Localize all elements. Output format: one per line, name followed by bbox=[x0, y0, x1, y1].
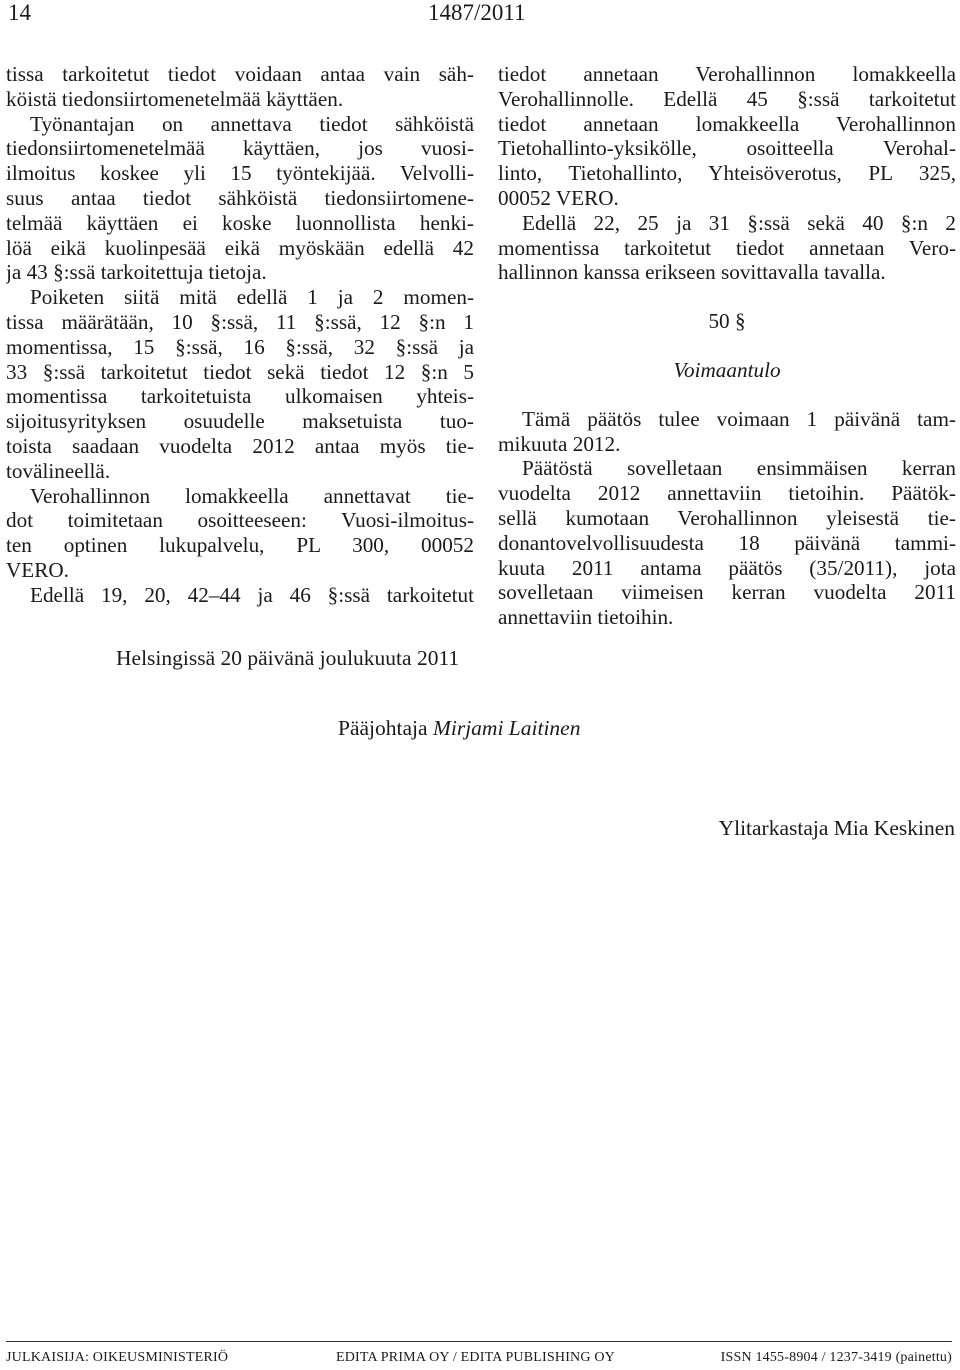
inspector-signature: Ylitarkastaja Mia Keskinen bbox=[718, 816, 955, 840]
text-line: Edellä 19, 20, 42–44 ja 46 §:ssä tarkoitetut bbox=[30, 582, 474, 607]
page-number: 14 bbox=[8, 0, 31, 25]
text-line: mikuuta 2012. bbox=[498, 431, 621, 456]
text-line: Verohallinnon lomakkeella annettavat tie- bbox=[30, 483, 474, 508]
text-line: köistä tiedonsiirtomenetelmää käyttäen. bbox=[6, 86, 344, 111]
director-name: Mirjami Laitinen bbox=[432, 716, 581, 740]
text-line: löä eikä kuolinpesää eikä myöskään edellä 42 bbox=[6, 235, 474, 260]
text-line: sellä kumotaan Verohallinnon yleisestä tie- bbox=[498, 505, 956, 530]
text-line: ja 43 §:ssä tarkoitettuja tietoja. bbox=[6, 260, 267, 285]
text-line: 33 §:ssä tarkoitetut tiedot sekä tiedot 12 §:n 5 bbox=[6, 359, 474, 384]
text-line: 00052 VERO. bbox=[498, 185, 619, 210]
text-line: telmää käyttäen ei koske luonnollista henki- bbox=[6, 210, 474, 235]
footer-printer: EDITA PRIMA OY / EDITA PUBLISHING OY bbox=[336, 1350, 615, 1365]
entry-into-force-text bbox=[498, 407, 956, 630]
place-and-date: Helsingissä 20 päivänä joulukuuta 2011 bbox=[116, 646, 460, 670]
text-line: hallinnon kanssa erikseen sovittavalla tavalla. bbox=[498, 260, 886, 285]
text-line: momentissa tarkoitetut tiedot annetaan Vero- bbox=[498, 235, 956, 260]
text-line: tissa määrätään, 10 §:ssä, 11 §:ssä, 12 §:n 1 bbox=[6, 309, 474, 334]
footer-rule bbox=[6, 1341, 952, 1342]
text-line: vuodelta 2012 annettaviin tietoihin. Päätök- bbox=[498, 481, 956, 506]
text-line: tissa tarkoitetut tiedot voidaan antaa vain säh- bbox=[6, 62, 474, 86]
text-line: Päätöstä sovelletaan ensimmäisen kerran bbox=[522, 456, 956, 481]
text-line: suus antaa tiedot sähköistä tiedonsiirtomene- bbox=[6, 185, 474, 210]
right-column bbox=[498, 62, 956, 630]
text-line: Edellä 22, 25 ja 31 §:ssä sekä 40 §:n 2 bbox=[522, 210, 956, 235]
text-line: dot toimitetaan osoitteeseen: Vuosi-ilmoitus- bbox=[6, 508, 474, 533]
text-line: Poiketen siitä mitä edellä 1 ja 2 momen- bbox=[30, 285, 474, 310]
right-column-text bbox=[498, 62, 956, 285]
text-line: tiedonsiirtomenetelmää käyttäen, jos vuosi- bbox=[6, 136, 474, 161]
text-line: tiedot annetaan Verohallinnon lomakkeella bbox=[498, 62, 956, 86]
text-line: sovelletaan viimeisen kerran vuodelta 2011 bbox=[498, 580, 956, 605]
text-line: ten optinen lukupalvelu, PL 300, 00052 bbox=[6, 533, 474, 558]
text-line: VERO. bbox=[6, 557, 69, 582]
text-line: Työnantajan on annettava tiedot sähköistä bbox=[30, 111, 474, 136]
left-column bbox=[6, 62, 474, 608]
director-signature bbox=[338, 716, 580, 741]
text-line: toista saadaan vuodelta 2012 antaa myös tie- bbox=[6, 433, 474, 458]
text-line: donantovelvollisuudesta 18 päivänä tammi- bbox=[498, 530, 956, 555]
text-line: momentissa, 15 §:ssä, 16 §:ssä, 32 §:ssä ja bbox=[6, 334, 474, 359]
text-line: momentissa tarkoitetuista ulkomaisen yhteis- bbox=[6, 384, 474, 409]
director-title: Pääjohtaja bbox=[338, 716, 428, 740]
text-line: linto, Tietohallinto, Yhteisöverotus, PL 325, bbox=[498, 161, 956, 186]
text-line: Verohallinnolle. Edellä 45 §:ssä tarkoitetut bbox=[498, 86, 956, 111]
text-line: annettaviin tietoihin. bbox=[498, 605, 674, 630]
statute-number: 1487/2011 bbox=[428, 0, 526, 25]
text-line: kuuta 2011 antama päätös (35/2011), jota bbox=[498, 555, 956, 580]
text-line: tiedot annetaan lomakkeella Verohallinnon bbox=[498, 111, 956, 136]
footer-publisher: JULKAISIJA: OIKEUSMINISTERIÖ bbox=[6, 1350, 229, 1365]
text-line: ilmoitus koskee yli 15 työntekijää. Velvolli- bbox=[6, 161, 474, 186]
section-title: Voimaantulo bbox=[673, 357, 781, 382]
text-line: sijoitusyrityksen osuudelle maksetuista tuo- bbox=[6, 409, 474, 434]
text-line: Tietohallinto-yksikölle, osoitteella Verohal- bbox=[498, 136, 956, 161]
text-line: tovälineellä. bbox=[6, 458, 111, 483]
text-line: Tämä päätös tulee voimaan 1 päivänä tam- bbox=[522, 406, 956, 431]
footer-issn: ISSN 1455-8904 / 1237-3419 (painettu) bbox=[720, 1350, 952, 1365]
section-number: 50 § bbox=[708, 309, 746, 334]
